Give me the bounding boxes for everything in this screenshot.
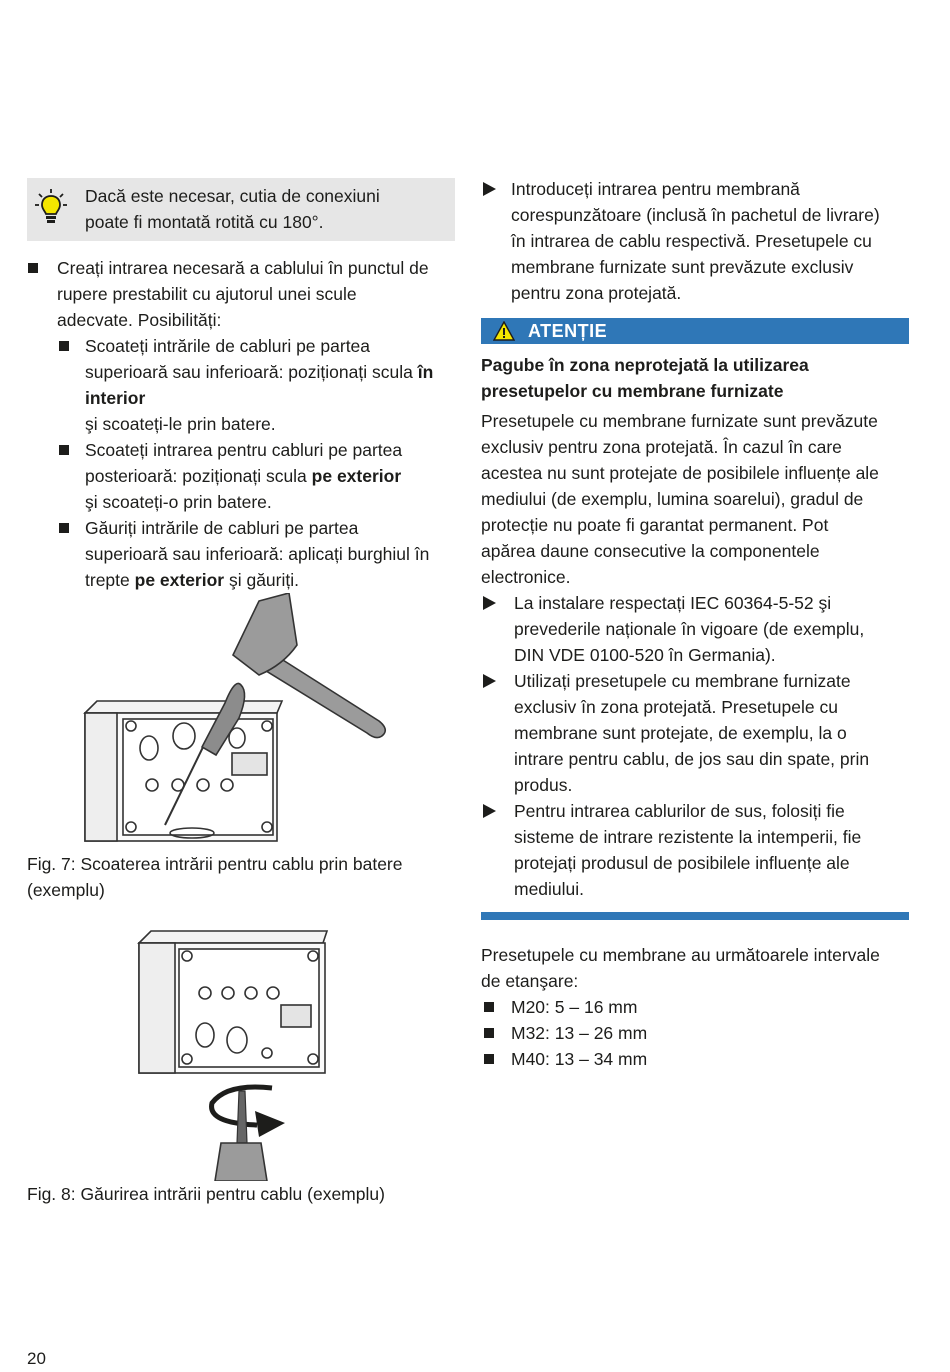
range-text: M20: 5 – 16 mm <box>511 997 638 1017</box>
warning-step-2 <box>481 668 909 798</box>
text-line: adecvate. Posibilități: <box>57 310 222 330</box>
square-bullet-icon <box>484 1002 494 1012</box>
text-line: Scoateți intrările de cabluri pe partea <box>85 336 371 356</box>
text-line: Utilizați presetupele cu membrane furnizate <box>514 671 851 691</box>
sub-bullet-2 <box>27 437 455 515</box>
square-bullet-icon <box>484 1054 494 1064</box>
text-run: superioară sau inferioară: poziționați scula <box>85 362 418 382</box>
arrow-right-icon <box>483 596 496 610</box>
text-line: Pentru intrarea cablurilor de sus, folosiți fie <box>514 801 845 821</box>
figure-8-caption <box>27 1181 455 1207</box>
range-text: M40: 13 – 34 mm <box>511 1049 648 1069</box>
text-line: electronice. <box>481 567 571 587</box>
warning-body <box>481 408 909 590</box>
square-bullet-icon <box>28 263 38 273</box>
square-bullet-icon <box>59 341 69 351</box>
text-line <box>85 411 455 437</box>
text-line: membrane sunt protejate, de exemplu, la o <box>514 723 847 743</box>
figure-7 <box>27 593 455 851</box>
step-arrow-item <box>481 176 909 306</box>
warning-title <box>481 352 909 404</box>
text-line: acestea nu sunt protejate de posibilele influențe ale <box>481 463 879 483</box>
text-line: sisteme de intrare rezistente la intemperii, fie <box>514 827 862 847</box>
main-bullet <box>27 255 455 333</box>
text-line: Presetupele cu membrane furnizate sunt prevăzute <box>481 411 878 431</box>
text-line: (exemplu) <box>27 880 105 900</box>
arrow-right-icon <box>483 804 496 818</box>
text-line: protecție nu poate fi garantat permanent. Pot <box>481 515 829 535</box>
sub-bullet-1 <box>27 333 455 437</box>
range-item <box>481 1020 909 1046</box>
warning-triangle-icon <box>493 321 515 341</box>
ranges-intro <box>481 942 909 994</box>
text-line: Pagube în zona neprotejată la utilizarea <box>481 355 809 375</box>
text-line: de etanşare: <box>481 971 579 991</box>
range-item <box>481 994 909 1020</box>
text-line: presetupelor cu membrane furnizate <box>481 381 784 401</box>
text-line <box>85 463 455 489</box>
text-line: mediului. <box>514 879 585 899</box>
right-column <box>481 176 909 1072</box>
text-run: trepte <box>85 570 135 590</box>
text-run: şi scoateți-le prin batere. <box>85 414 276 434</box>
warning-step-3 <box>481 798 909 902</box>
text-run: şi găuriți. <box>224 570 299 590</box>
tip-line: Dacă este necesar, cutia de conexiuni <box>85 186 380 206</box>
text-line: pentru zona protejată. <box>511 283 682 303</box>
text-run: şi scoateți-o prin batere. <box>85 492 272 512</box>
text-line: produs. <box>514 775 573 795</box>
text-line: rupere prestabilit cu ajutorul unei scule <box>57 284 357 304</box>
text-line: exclusiv pentru zona protejată. În cazul în care <box>481 437 842 457</box>
text-line: Introduceți intrarea pentru membrană <box>511 179 800 199</box>
bold-text: pe exterior <box>134 570 225 590</box>
page-number: 20 <box>27 1349 46 1368</box>
text-line: exclusiv în zona protejată. Presetupele cu <box>514 697 838 717</box>
left-column <box>27 178 455 1207</box>
text-line: Fig. 8: Găurirea intrării pentru cablu (exemplu) <box>27 1184 385 1204</box>
text-line: Creați intrarea necesară a cablului în punctul de <box>57 258 429 278</box>
warning-end-bar <box>481 912 909 920</box>
text-line: Scoateți intrarea pentru cabluri pe partea <box>85 440 403 460</box>
tip-line: poate fi montată rotită cu 180°. <box>85 212 324 232</box>
text-line: mediului (de exemplu, lumina soarelui), gradul de <box>481 489 864 509</box>
warning-header <box>481 318 909 344</box>
text-line: Fig. 7: Scoaterea intrării pentru cablu prin batere <box>27 854 403 874</box>
arrow-right-icon <box>483 182 496 196</box>
text-line <box>85 567 455 593</box>
warning-label: ATENȚIE <box>528 321 608 341</box>
text-line: La instalare respectați IEC 60364-5-52 şi <box>514 593 832 613</box>
text-line: Presetupele cu membrane au următoarele intervale <box>481 945 880 965</box>
text-line: superioară sau inferioară: aplicați burghiul în <box>85 544 430 564</box>
range-text: M32: 13 – 26 mm <box>511 1023 648 1043</box>
warning-step-1 <box>481 590 909 668</box>
text-line: protejați produsul de posibilele influențe ale <box>514 853 850 873</box>
lightbulb-icon <box>35 188 67 226</box>
text-line <box>85 489 455 515</box>
square-bullet-icon <box>59 445 69 455</box>
bold-text: în interior <box>85 362 434 408</box>
text-line: intrare pentru cablu, de jos sau din spate, prin <box>514 749 870 769</box>
text-line: corespunzătoare (inclusă în pachetul de livrare) <box>511 205 880 225</box>
tip-text <box>85 183 445 235</box>
text-line: prevederile naționale în vigoare (de exemplu, <box>514 619 865 639</box>
figure-7-caption <box>27 851 455 903</box>
text-line: membrane furnizate sunt prevăzute exclusiv <box>511 257 854 277</box>
text-line <box>85 359 455 411</box>
figure-8 <box>27 903 455 1181</box>
text-run: posterioară: poziționați scula <box>85 466 312 486</box>
square-bullet-icon <box>484 1028 494 1038</box>
text-line: în intrarea de cablu respectivă. Presetupele cu <box>511 231 872 251</box>
text-line: Găuriți intrările de cabluri pe partea <box>85 518 359 538</box>
knockout-illustration <box>27 593 455 851</box>
bold-text: pe exterior <box>311 466 402 486</box>
text-line: apărea daune consecutive la componentele <box>481 541 820 561</box>
tip-box <box>27 178 455 241</box>
text-line: DIN VDE 0100-520 în Germania). <box>514 645 776 665</box>
square-bullet-icon <box>59 523 69 533</box>
arrow-right-icon <box>483 674 496 688</box>
range-item <box>481 1046 909 1072</box>
drilling-illustration <box>27 903 455 1181</box>
sub-bullet-3 <box>27 515 455 593</box>
